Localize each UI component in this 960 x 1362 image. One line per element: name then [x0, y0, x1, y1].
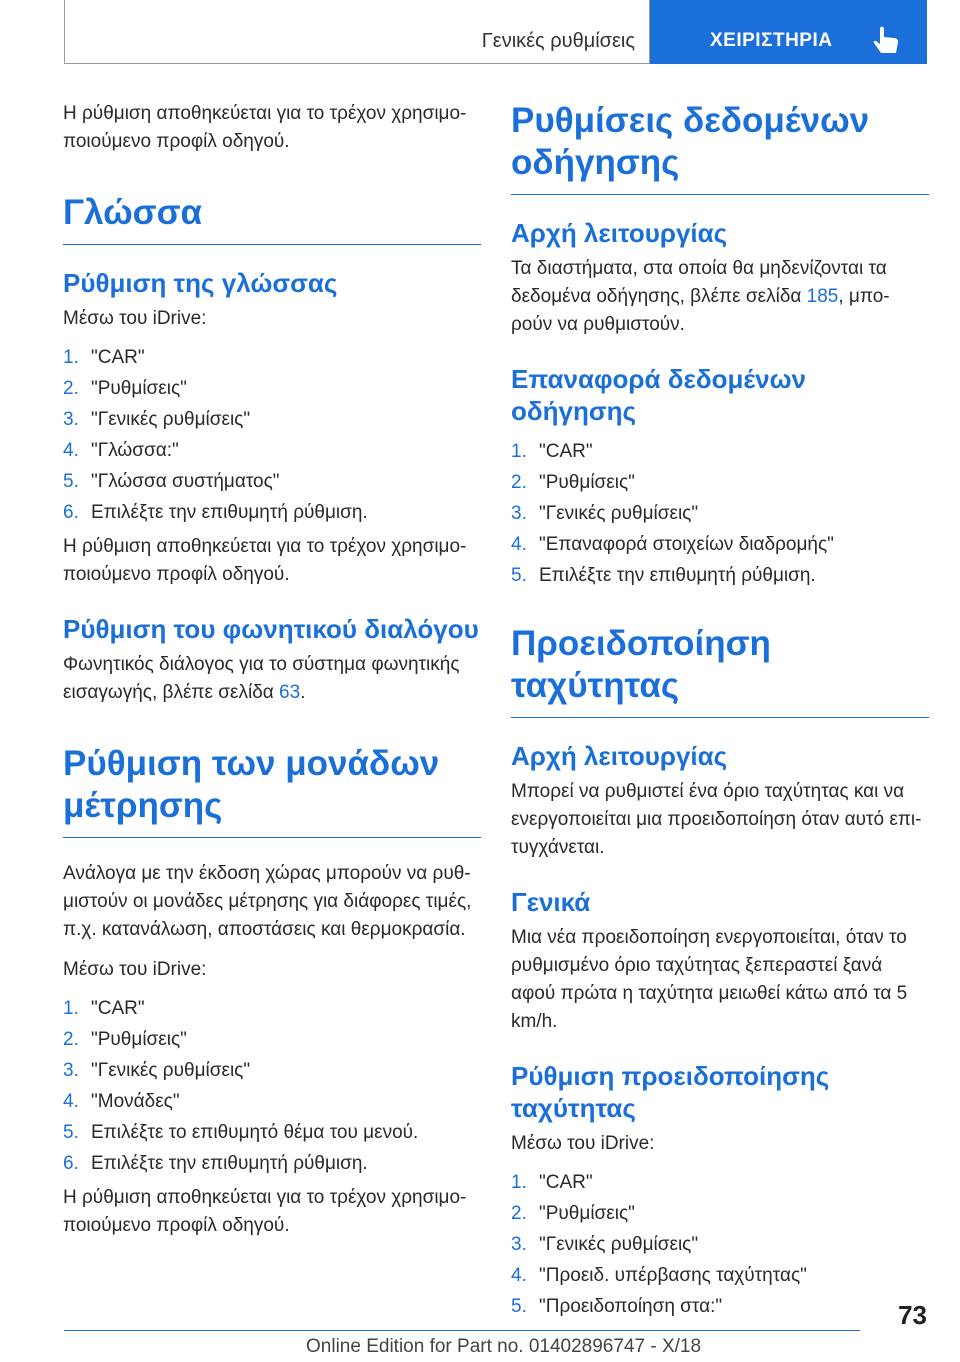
left-column [63, 100, 481, 1240]
step-number: 2. [63, 378, 79, 399]
principle-text: Τα διαστήματα, στα οποία θα μηδενίζονται τα δεδομένα οδήγησης, βλέπε σελίδα [511, 258, 887, 307]
units-text: Ανάλογα με την έκδοση χώρας μπορούν να ρυθ-μιστούν οι μονάδες μέτρησης για διάφορες τιμές, π.χ. κατανάλωση, αποστάσεις και θερμοκρασία. [63, 863, 472, 940]
step-text: "CAR" [539, 441, 593, 462]
step-number: 3. [63, 409, 79, 430]
list-item [511, 565, 929, 587]
step-text: "Ρυθμίσεις" [539, 472, 635, 493]
section-title: Γενικές ρυθμίσεις [481, 30, 635, 52]
step-text: Επιλέξτε την επιθυμητή ρύθμιση. [91, 1153, 368, 1174]
step-number: 5. [511, 565, 527, 586]
step-text: Επιλέξτε την επιθυμητή ρύθμιση. [539, 565, 816, 586]
heading-units: Ρύθμιση των μονάδων μέτρησης [63, 743, 481, 838]
page-link-185[interactable]: 185 [806, 286, 839, 307]
list-item [63, 347, 481, 369]
list-item [63, 1060, 481, 1082]
list-item [63, 440, 481, 462]
list-item [63, 1091, 481, 1113]
step-number: 6. [63, 502, 79, 523]
heading-driving-data: Ρυθμίσεις δεδομένων οδήγησης [511, 100, 929, 195]
step-text: "Ρυθμίσεις" [91, 378, 187, 399]
speed-warning-steps [511, 1172, 929, 1318]
list-item [63, 502, 481, 524]
step-text: "Ρυθμίσεις" [91, 1029, 187, 1050]
step-text: "Μονάδες" [91, 1091, 180, 1112]
step-text: "Γλώσσα:" [91, 440, 179, 461]
right-column [511, 100, 929, 1327]
list-item [511, 1234, 929, 1256]
step-text: "CAR" [539, 1172, 593, 1193]
language-steps [63, 347, 481, 524]
list-item [63, 409, 481, 431]
step-number: 2. [511, 1203, 527, 1224]
step-number: 4. [63, 440, 79, 461]
list-item [511, 1203, 929, 1225]
heading-voice-dialog: Ρύθμιση του φωνητικού διαλόγου [63, 614, 479, 644]
list-item [63, 1153, 481, 1175]
step-number: 1. [511, 1172, 527, 1193]
page-link-63[interactable]: 63 [279, 682, 301, 703]
step-number: 1. [511, 441, 527, 462]
list-item [511, 441, 929, 463]
step-text: "CAR" [91, 998, 145, 1019]
step-number: 3. [63, 1060, 79, 1081]
chapter-label: ΧΕΙΡΙΣΤΗΡΙΑ [710, 30, 833, 51]
heading-reset-driving-data: Επαναφορά δεδομένων οδήγησης [511, 364, 807, 426]
units-note: Η ρύθμιση αποθηκεύεται για το τρέχον χρησιμο-ποιούμενο προφίλ οδηγού. [63, 1187, 467, 1236]
step-number: 4. [511, 1265, 527, 1286]
list-item [63, 378, 481, 400]
step-text: "Γλώσσα συστήματος" [91, 471, 280, 492]
step-text: "Προειδ. υπέρβασης ταχύτητας" [539, 1265, 807, 1286]
list-item [511, 472, 929, 494]
step-text: "Γενικές ρυθμίσεις" [539, 1234, 699, 1255]
driving-principle-text [511, 255, 929, 339]
heading-speed-principle: Αρχή λειτουργίας [511, 741, 728, 771]
step-number: 5. [63, 1122, 79, 1143]
step-text: "Επαναφορά στοιχείων διαδρομής" [539, 534, 834, 555]
step-number: 4. [511, 534, 527, 555]
heading-speed-warning: Προειδοποίηση ταχύτητας [511, 623, 929, 718]
list-item [511, 1265, 929, 1287]
language-note: Η ρύθμιση αποθηκεύεται για το τρέχον χρησιμο-ποιούμενο προφίλ οδηγού. [63, 536, 467, 585]
step-text: Επιλέξτε το επιθυμητό θέμα του μενού. [91, 1122, 419, 1143]
footer-divider [64, 1330, 860, 1331]
heading-language-setting: Ρύθμιση της γλώσσας [63, 268, 338, 298]
page-header [64, 0, 927, 64]
list-item [511, 503, 929, 525]
list-item [511, 1172, 929, 1194]
voice-dialog-text [63, 651, 481, 707]
step-number: 1. [63, 998, 79, 1019]
general-text: Μια νέα προειδοποίηση ενεργοποιείται, όταν το ρυθμισμένο όριο ταχύτητας ξεπεραστεί ξανά αφού πρώτα η ταχύτητα μειωθεί κάτω από τα 5 km/h. [511, 927, 908, 1032]
step-text: "Γενικές ρυθμίσεις" [539, 503, 699, 524]
idrive-via-text: Μέσω του iDrive: [63, 959, 207, 980]
speed-principle-text: Μπορεί να ρυθμιστεί ένα όριο ταχύτητας και να ενεργοποιείται μια προειδοποίηση όταν αυτό επι-τυγχάνεται. [511, 781, 922, 858]
principle-end: , μπο-ρούν να ρυθμιστούν. [511, 286, 890, 335]
step-text: Επιλέξτε την επιθυμητή ρύθμιση. [91, 502, 368, 523]
voice-text: Φωνητικός διάλογος για το σύστημα φωνητικής εισαγωγής, βλέπε σελίδα [63, 654, 460, 703]
manual-chapter-tab [650, 0, 927, 64]
step-number: 2. [63, 1029, 79, 1050]
edition-text: Online Edition for Part no. 01402896747 - X/18 [306, 1336, 702, 1357]
step-text: "Προειδοποίηση στα:" [539, 1296, 723, 1317]
heading-language: Γλώσσα [63, 192, 481, 245]
list-item [63, 1029, 481, 1051]
hand-pointer-icon [870, 24, 904, 58]
units-steps [63, 998, 481, 1175]
list-item [511, 534, 929, 556]
step-number: 6. [63, 1153, 79, 1174]
voice-end: . [300, 682, 306, 703]
step-number: 5. [511, 1296, 527, 1317]
section-header-box [64, 0, 650, 64]
idrive-via-text: Μέσω του iDrive: [511, 1133, 655, 1154]
list-item [63, 471, 481, 493]
step-number: 4. [63, 1091, 79, 1112]
step-text: "Γενικές ρυθμίσεις" [91, 1060, 251, 1081]
page-number: 73 [898, 1300, 927, 1330]
step-number: 5. [63, 471, 79, 492]
list-item [63, 998, 481, 1020]
step-text: "CAR" [91, 347, 145, 368]
step-number: 2. [511, 472, 527, 493]
step-number: 3. [511, 503, 527, 524]
idrive-via-text: Μέσω του iDrive: [63, 308, 207, 329]
heading-driving-principle: Αρχή λειτουργίας [511, 218, 728, 248]
list-item [511, 1296, 929, 1318]
intro-text: Η ρύθμιση αποθηκεύεται για το τρέχον χρησιμο-ποιούμενο προφίλ οδηγού. [63, 103, 467, 152]
step-text: "Γενικές ρυθμίσεις" [91, 409, 251, 430]
step-number: 1. [63, 347, 79, 368]
heading-speed-warning-setting: Ρύθμιση προειδοποίησης ταχύτητας [511, 1061, 830, 1123]
list-item [63, 1122, 481, 1144]
heading-general: Γενικά [511, 887, 591, 917]
step-text: "Ρυθμίσεις" [539, 1203, 635, 1224]
reset-steps [511, 441, 929, 587]
step-number: 3. [511, 1234, 527, 1255]
